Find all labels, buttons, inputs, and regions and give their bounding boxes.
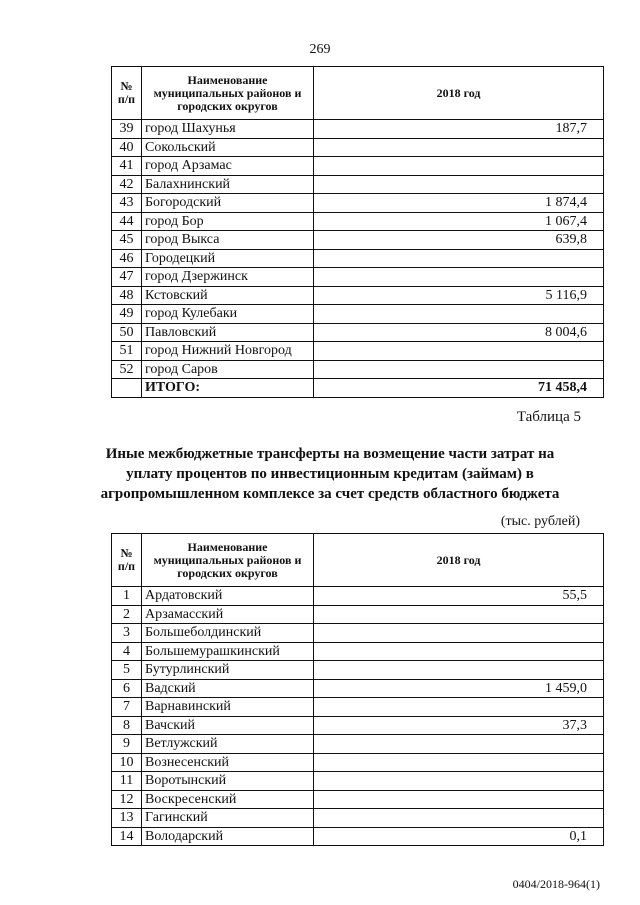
row-number-cell: 3 (112, 624, 142, 643)
table-row (112, 790, 604, 809)
district-name-cell: Вачский (142, 716, 314, 735)
value-cell (314, 624, 604, 643)
district-name-cell: Гагинский (142, 809, 314, 828)
district-name-cell: город Арзамас (142, 157, 314, 176)
row-number-cell: 50 (112, 323, 142, 342)
value-cell (314, 249, 604, 268)
row-number-cell: 44 (112, 212, 142, 231)
header-num: № п/п (112, 534, 142, 587)
table-row (112, 661, 604, 680)
table-row (112, 268, 604, 287)
value-cell (314, 698, 604, 717)
value-cell (314, 753, 604, 772)
total-value: 71 458,4 (314, 379, 604, 398)
district-name-cell: Вадский (142, 679, 314, 698)
header-name: Наименование муниципальных районов и городских округов (142, 534, 314, 587)
value-cell (314, 342, 604, 361)
table-row (112, 175, 604, 194)
row-number-cell: 7 (112, 698, 142, 717)
row-number-cell: 41 (112, 157, 142, 176)
row-number-cell: 8 (112, 716, 142, 735)
table-row (112, 194, 604, 213)
row-number-cell: 39 (112, 120, 142, 139)
row-number-cell: 6 (112, 679, 142, 698)
table-row (112, 138, 604, 157)
district-name-cell: Богородский (142, 194, 314, 213)
page-number: 269 (309, 42, 331, 57)
value-cell (314, 175, 604, 194)
row-number-cell: 40 (112, 138, 142, 157)
value-cell (314, 268, 604, 287)
table-row (112, 323, 604, 342)
table-label: Таблица 5 (516, 409, 581, 425)
value-cell: 55,5 (314, 587, 604, 606)
table-row (112, 157, 604, 176)
table-row (112, 809, 604, 828)
district-name-cell: Павловский (142, 323, 314, 342)
district-name-cell: Варнавинский (142, 698, 314, 717)
district-name-cell: Балахнинский (142, 175, 314, 194)
table-header-row (112, 534, 604, 587)
value-cell (314, 790, 604, 809)
district-name-cell: город Дзержинск (142, 268, 314, 287)
table-row (112, 605, 604, 624)
table-row (112, 286, 604, 305)
value-cell: 187,7 (314, 120, 604, 139)
district-name-cell: Большеболдинский (142, 624, 314, 643)
row-number-cell: 12 (112, 790, 142, 809)
table-row (112, 231, 604, 250)
table-row (112, 624, 604, 643)
district-name-cell: Володарский (142, 827, 314, 846)
value-cell: 1 459,0 (314, 679, 604, 698)
value-cell (314, 605, 604, 624)
table-body (112, 587, 604, 846)
value-cell: 37,3 (314, 716, 604, 735)
table-row (112, 642, 604, 661)
table-row (112, 772, 604, 791)
row-number-cell: 1 (112, 587, 142, 606)
header-year: 2018 год (314, 534, 604, 587)
district-name-cell: город Шахунья (142, 120, 314, 139)
district-name-cell: город Выкса (142, 231, 314, 250)
row-number-cell: 5 (112, 661, 142, 680)
table-row (112, 716, 604, 735)
row-number-cell: 46 (112, 249, 142, 268)
table-title: Иные межбюджетные трансферты на возмещение части затрат на уплату процентов по инвестиционным кредитам (займам) в агропромышленном комплексе за счет средств областного бюджета (100, 446, 560, 502)
table-row (112, 249, 604, 268)
value-cell: 1 874,4 (314, 194, 604, 213)
district-name-cell: Бутурлинский (142, 661, 314, 680)
value-cell (314, 360, 604, 379)
district-name-cell: Вознесенский (142, 753, 314, 772)
row-number-cell: 49 (112, 305, 142, 324)
row-number-cell: 9 (112, 735, 142, 754)
value-cell (314, 138, 604, 157)
row-number-cell: 2 (112, 605, 142, 624)
district-name-cell: Сокольский (142, 138, 314, 157)
table-row (112, 698, 604, 717)
table-row (112, 120, 604, 139)
total-label: ИТОГО: (142, 379, 314, 398)
value-cell (314, 735, 604, 754)
table-header-row (112, 67, 604, 120)
value-cell: 8 004,6 (314, 323, 604, 342)
value-cell (314, 661, 604, 680)
table-row (112, 679, 604, 698)
header-year: 2018 год (314, 67, 604, 120)
district-name-cell: город Саров (142, 360, 314, 379)
district-name-cell: Арзамасский (142, 605, 314, 624)
row-number-cell: 51 (112, 342, 142, 361)
units-label: (тыс. рублей) (500, 514, 580, 529)
value-cell (314, 642, 604, 661)
district-name-cell: город Кулебаки (142, 305, 314, 324)
transfers-table (111, 533, 604, 846)
row-number-cell: 52 (112, 360, 142, 379)
row-number-cell: 14 (112, 827, 142, 846)
total-row (112, 379, 604, 398)
district-name-cell: Ардатовский (142, 587, 314, 606)
district-name-cell: город Бор (142, 212, 314, 231)
row-number-cell: 4 (112, 642, 142, 661)
district-name-cell: Кстовский (142, 286, 314, 305)
row-number-cell: 11 (112, 772, 142, 791)
row-number-cell: 47 (112, 268, 142, 287)
table-row (112, 342, 604, 361)
district-name-cell: Воскресенский (142, 790, 314, 809)
row-number-cell: 48 (112, 286, 142, 305)
row-number-cell: 43 (112, 194, 142, 213)
table-row (112, 305, 604, 324)
row-number-cell: 45 (112, 231, 142, 250)
value-cell: 5 116,9 (314, 286, 604, 305)
district-name-cell: Воротынский (142, 772, 314, 791)
district-name-cell: город Нижний Новгород (142, 342, 314, 361)
value-cell (314, 772, 604, 791)
document-code: 0404/2018-964(1) (512, 877, 600, 891)
value-cell (314, 809, 604, 828)
table-row (112, 827, 604, 846)
table-row (112, 587, 604, 606)
value-cell: 639,8 (314, 231, 604, 250)
value-cell: 0,1 (314, 827, 604, 846)
value-cell: 1 067,4 (314, 212, 604, 231)
district-name-cell: Городецкий (142, 249, 314, 268)
value-cell (314, 305, 604, 324)
row-number-cell: 10 (112, 753, 142, 772)
value-cell (314, 157, 604, 176)
table-row (112, 753, 604, 772)
district-name-cell: Большемурашкинский (142, 642, 314, 661)
table-body (112, 120, 604, 379)
table-row (112, 735, 604, 754)
table-row (112, 360, 604, 379)
header-name: Наименование муниципальных районов и городских округов (142, 67, 314, 120)
row-number-cell: 42 (112, 175, 142, 194)
district-name-cell: Ветлужский (142, 735, 314, 754)
table-row (112, 212, 604, 231)
row-number-cell: 13 (112, 809, 142, 828)
header-num: № п/п (112, 67, 142, 120)
transfers-table-continued (111, 66, 604, 398)
total-num-cell (112, 379, 142, 398)
